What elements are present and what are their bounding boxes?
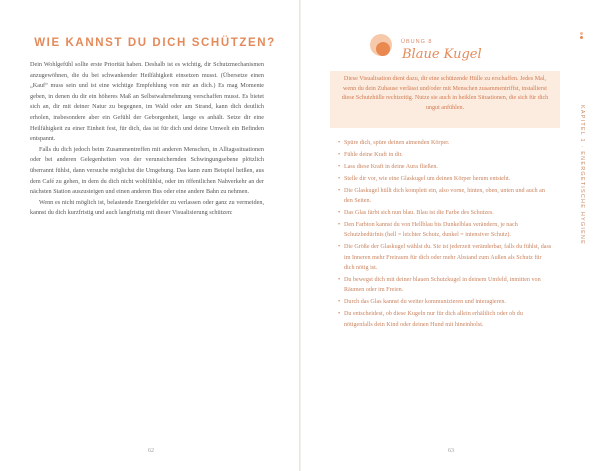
list-item (338, 208, 552, 218)
edge-dots-icon (580, 32, 584, 44)
section-heading: WIE KANNST DU DICH SCHÜTZEN? (34, 37, 276, 49)
bullet-icon: • (338, 163, 341, 170)
exercise-label: ÜBUNG 8 (401, 39, 433, 45)
right-page-number: 63 (448, 448, 454, 454)
list-item (338, 297, 552, 307)
bullet-icon: • (338, 299, 341, 306)
list-item (338, 186, 552, 207)
paragraph: Dein Wohlgefühl sollte erste Priorität haben. Deshalb ist es wichtig, dir Schutzmechanismen anzugewöhnen, die du bei schwankender Heilfähigkeit einsetzen musst. (Übersetze einen „Kauf“ muss sein und ist eine wichtige Empfehlung von mir an dich.) Es mag Momente geben, in denen du dir ein höheres Maß an Selbstwahrnehmung verschaffen musst. Es bietet sich an, dir mit deiner Natur zu begegnen, im Wald oder am Strand, kann dich deutlich erholen, insbesondere aber ein Gefühl der Geborgenheit, lange es anhält. Setze dir eine Heilfähigkeit zu einer Einheit fest, für dich, das ist für dich und deine Umwelt ein Befinden entspannt. (30, 61, 264, 143)
step-text: Durch das Glas kannst du weiter kommunizieren und interagieren. (344, 299, 506, 306)
step-text: Die Größe der Glaskugel wählst du. Sie ist jederzeit veränderbar, falls du fühlst, dass im Inneren mehr Freiraum für dich oder mehr Abstand zum Außen als Schutz für dich nötig ist. (344, 244, 552, 271)
step-text: Du bewegst dich mit deiner blauen Schutzkugel in deinem Umfeld, inmitten von Räumen oder im Freien. (344, 276, 541, 294)
bullet-icon: • (338, 140, 341, 146)
bullet-icon: • (338, 175, 341, 182)
step-text: Den Farbton kannst du von Hellblau bis Dunkelblau verändern, je nach Schutzbedürfnis (hell = leichter Schutz, dunkel = intensiver Schutz). (344, 221, 518, 239)
paragraph: Falls du dich jedoch beim Zusammentreffen mit anderen Menschen, in Alltagssituationen oder bei anderen Gelegenheiten von der verunsichernden Schwingungsebene plötzlich überrannt fühlst, dann versuche möglichst die Umgebung. Das kann zum Beispiel heißen, aus dem Café zu gehen, in dem du dich nicht wohlfühlst, oder im öffentlichen Nahverkehr an der nächsten Station auszusteigen und einen anderen Bus oder eine andere Bahn zu nehmen. (30, 145, 264, 196)
list-item (338, 242, 552, 273)
bullet-icon: • (338, 151, 341, 158)
left-body-text (30, 60, 264, 219)
bullet-icon: • (338, 276, 341, 283)
exercise-title: Blaue Kugel (402, 47, 482, 62)
steps-list (338, 138, 552, 331)
list-item (338, 174, 552, 184)
circle-dark-icon (376, 42, 390, 56)
step-text: Du entscheidest, ob diese Kugeln nur für dich allein erhältlich oder ob du nötigenfalls dein Kind oder deinen Hund mit hineinholst. (344, 311, 523, 328)
intro-text: Diese Visualisation dient dazu, dir eine schützende Hülle zu erschaffen. Jedes Mal, wenn du dein Zuhause verlässt und/oder mit Menschen zusammentriffst, installierst diese Schutzhülle rechtzeitig. Nutze sie auch in heiklen Situationen, die sich für dich ungut anfühlen. (341, 76, 549, 111)
step-text: Das Glas färbt sich nun blau. Blau ist die Farbe des Schutzes. (344, 209, 494, 216)
bullet-icon: • (338, 311, 341, 318)
left-page-number: 62 (148, 448, 154, 454)
paragraph: Wenn es nicht möglich ist, belastende Energiefelder zu verlassen oder ganz zu vermeiden, kannst du dich kurzfristig und auch langfristig mit dieser Visualisierung schützen: (30, 198, 264, 217)
list-item (338, 162, 552, 172)
bullet-icon: • (338, 209, 341, 216)
step-text: Stelle dir vor, wie eine Glaskugel um deinen Körper herum entsteht. (344, 175, 511, 182)
step-text: Fühle deine Kraft in dir. (344, 151, 403, 158)
bullet-icon: • (338, 187, 341, 194)
list-item (338, 150, 552, 160)
running-head: KAPITEL 1 · ENERGETISCHE HYGIENE (579, 105, 585, 245)
list-item (338, 138, 552, 148)
list-item (338, 220, 552, 241)
list-item (338, 275, 552, 296)
step-text: Lass diese Kraft in deine Aura fließen. (344, 163, 438, 170)
step-text: Die Glaskugel hüllt dich komplett ein, also vorne, hinten, oben, unten und auch an den Seiten. (344, 187, 545, 205)
bullet-icon: • (338, 221, 341, 228)
list-item (338, 309, 552, 330)
bullet-icon: • (338, 244, 341, 251)
step-text: Spüre dich, spüre deinen atmenden Körper. (344, 140, 450, 146)
